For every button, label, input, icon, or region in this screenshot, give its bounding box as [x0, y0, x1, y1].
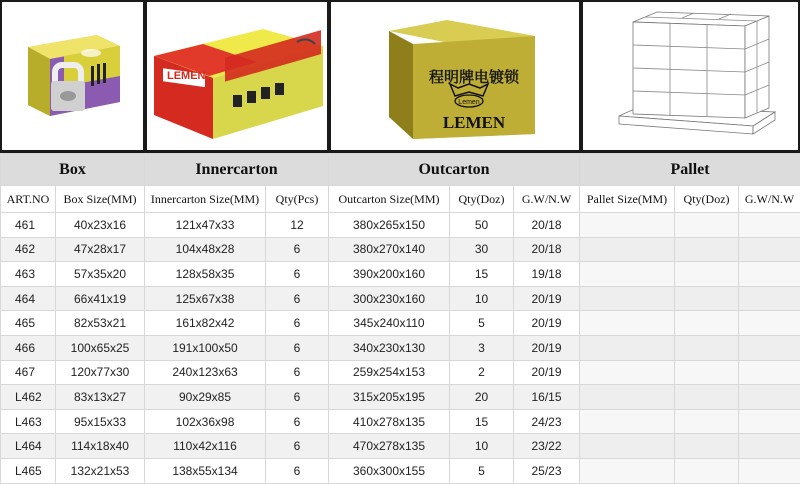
cell-art-no: 464 — [1, 286, 56, 311]
cell-pallet-gw — [739, 458, 800, 483]
cell-art-no: 461 — [1, 213, 56, 238]
col-out-qty: Qty(Doz) — [450, 186, 514, 213]
packaging-spec-table — [0, 153, 800, 484]
cell-pallet-qty — [675, 213, 739, 238]
outcarton-image — [331, 2, 579, 150]
cell-pallet-gw — [739, 434, 800, 459]
cell-inner-qty: 12 — [266, 213, 329, 238]
cell-out-size: 390x200x160 — [329, 262, 450, 287]
innercarton-image — [147, 2, 327, 150]
cell-pallet-size — [580, 360, 675, 385]
cell-art-no: 462 — [1, 237, 56, 262]
group-innercarton: Innercarton — [145, 154, 329, 186]
pallet-image — [583, 2, 798, 150]
cell-out-qty: 15 — [450, 409, 514, 434]
cell-out-gw: 24/23 — [514, 409, 580, 434]
cell-pallet-qty — [675, 434, 739, 459]
cell-out-size: 360x300x155 — [329, 458, 450, 483]
outcarton-badge-text: Lemen — [458, 99, 480, 106]
table-row — [1, 262, 800, 287]
cell-pallet-gw — [739, 262, 800, 287]
cell-pallet-qty — [675, 385, 739, 410]
cell-inner-size: 161x82x42 — [145, 311, 266, 336]
col-art-no: ART.NO — [1, 186, 56, 213]
col-pallet-gw: G.W/N.W — [739, 186, 800, 213]
innercarton-image-cell — [147, 2, 327, 150]
box-image — [2, 2, 143, 150]
cell-out-size: 410x278x135 — [329, 409, 450, 434]
cell-out-gw: 20/19 — [514, 360, 580, 385]
group-header-row — [1, 154, 800, 186]
column-header-row — [1, 186, 800, 213]
cell-inner-size: 90x29x85 — [145, 385, 266, 410]
cell-out-qty: 20 — [450, 385, 514, 410]
group-outcarton: Outcarton — [329, 154, 580, 186]
cell-pallet-size — [580, 335, 675, 360]
col-box-size: Box Size(MM) — [56, 186, 145, 213]
cell-out-gw: 20/19 — [514, 286, 580, 311]
cell-pallet-gw — [739, 311, 800, 336]
group-box: Box — [1, 154, 145, 186]
outcarton-image-cell — [331, 2, 579, 150]
table-row — [1, 409, 800, 434]
cell-art-no: 465 — [1, 311, 56, 336]
cell-pallet-qty — [675, 237, 739, 262]
table-row — [1, 360, 800, 385]
cell-pallet-qty — [675, 262, 739, 287]
cell-out-size: 259x254x153 — [329, 360, 450, 385]
outcarton-chinese-label: 程明牌电镀锁 — [429, 68, 520, 86]
cell-pallet-size — [580, 409, 675, 434]
cell-art-no: L463 — [1, 409, 56, 434]
cell-out-size: 300x230x160 — [329, 286, 450, 311]
table-row — [1, 434, 800, 459]
cell-pallet-size — [580, 262, 675, 287]
cell-out-size: 380x270x140 — [329, 237, 450, 262]
cell-inner-qty: 6 — [266, 262, 329, 287]
cell-art-no: 467 — [1, 360, 56, 385]
table-row — [1, 311, 800, 336]
table-row — [1, 385, 800, 410]
cell-out-size: 340x230x130 — [329, 335, 450, 360]
cell-inner-qty: 6 — [266, 311, 329, 336]
cell-inner-size: 102x36x98 — [145, 409, 266, 434]
cell-box-size: 95x15x33 — [56, 409, 145, 434]
cell-pallet-size — [580, 434, 675, 459]
cell-out-gw: 25/23 — [514, 458, 580, 483]
cell-pallet-size — [580, 311, 675, 336]
cell-out-qty: 10 — [450, 286, 514, 311]
cell-box-size: 100x65x25 — [56, 335, 145, 360]
cell-out-gw: 20/19 — [514, 311, 580, 336]
cell-out-gw: 23/22 — [514, 434, 580, 459]
cell-pallet-gw — [739, 335, 800, 360]
box-image-cell — [2, 2, 143, 150]
cell-out-qty: 5 — [450, 458, 514, 483]
cell-inner-qty: 6 — [266, 409, 329, 434]
table-row — [1, 213, 800, 238]
cell-box-size: 120x77x30 — [56, 360, 145, 385]
cell-pallet-size — [580, 213, 675, 238]
cell-pallet-gw — [739, 385, 800, 410]
cell-out-gw: 20/18 — [514, 237, 580, 262]
cell-out-gw: 16/15 — [514, 385, 580, 410]
cell-art-no: L464 — [1, 434, 56, 459]
group-pallet: Pallet — [580, 154, 800, 186]
cell-out-gw: 19/18 — [514, 262, 580, 287]
product-image-strip — [0, 0, 800, 153]
cell-out-size: 315x205x195 — [329, 385, 450, 410]
col-out-size: Outcarton Size(MM) — [329, 186, 450, 213]
cell-out-gw: 20/18 — [514, 213, 580, 238]
cell-art-no: 466 — [1, 335, 56, 360]
cell-pallet-gw — [739, 237, 800, 262]
cell-box-size: 114x18x40 — [56, 434, 145, 459]
cell-pallet-gw — [739, 360, 800, 385]
cell-box-size: 82x53x21 — [56, 311, 145, 336]
cell-inner-qty: 6 — [266, 360, 329, 385]
cell-inner-size: 191x100x50 — [145, 335, 266, 360]
table-row — [1, 335, 800, 360]
cell-out-size: 380x265x150 — [329, 213, 450, 238]
cell-out-size: 470x278x135 — [329, 434, 450, 459]
cell-out-qty: 3 — [450, 335, 514, 360]
cell-out-qty: 5 — [450, 311, 514, 336]
pallet-image-cell — [583, 2, 798, 150]
outcarton-brand-text: LEMEN — [443, 113, 506, 132]
col-pallet-size: Pallet Size(MM) — [580, 186, 675, 213]
cell-box-size: 40x23x16 — [56, 213, 145, 238]
col-out-gw: G.W/N.W — [514, 186, 580, 213]
cell-art-no: L465 — [1, 458, 56, 483]
cell-inner-size: 128x58x35 — [145, 262, 266, 287]
cell-inner-qty: 6 — [266, 458, 329, 483]
cell-out-qty: 50 — [450, 213, 514, 238]
cell-pallet-size — [580, 286, 675, 311]
col-inner-qty: Qty(Pcs) — [266, 186, 329, 213]
cell-pallet-size — [580, 237, 675, 262]
cell-inner-size: 104x48x28 — [145, 237, 266, 262]
cell-pallet-gw — [739, 286, 800, 311]
cell-box-size: 47x28x17 — [56, 237, 145, 262]
cell-out-qty: 30 — [450, 237, 514, 262]
cell-inner-qty: 6 — [266, 286, 329, 311]
cell-inner-size: 240x123x63 — [145, 360, 266, 385]
cell-out-qty: 10 — [450, 434, 514, 459]
cell-pallet-gw — [739, 409, 800, 434]
cell-out-qty: 2 — [450, 360, 514, 385]
cell-art-no: L462 — [1, 385, 56, 410]
cell-box-size: 83x13x27 — [56, 385, 145, 410]
cell-inner-size: 138x55x134 — [145, 458, 266, 483]
cell-pallet-size — [580, 385, 675, 410]
cell-pallet-qty — [675, 335, 739, 360]
table-row — [1, 458, 800, 483]
cell-inner-size: 110x42x116 — [145, 434, 266, 459]
innercarton-brand-text: LEMEN — [167, 70, 206, 82]
cell-pallet-qty — [675, 286, 739, 311]
cell-out-gw: 20/19 — [514, 335, 580, 360]
col-pallet-qty: Qty(Doz) — [675, 186, 739, 213]
cell-out-size: 345x240x110 — [329, 311, 450, 336]
table-row — [1, 286, 800, 311]
cell-out-qty: 15 — [450, 262, 514, 287]
cell-inner-qty: 6 — [266, 385, 329, 410]
cell-box-size: 132x21x53 — [56, 458, 145, 483]
cell-pallet-qty — [675, 458, 739, 483]
cell-art-no: 463 — [1, 262, 56, 287]
cell-pallet-qty — [675, 311, 739, 336]
cell-pallet-gw — [739, 213, 800, 238]
cell-inner-qty: 6 — [266, 335, 329, 360]
cell-box-size: 57x35x20 — [56, 262, 145, 287]
cell-pallet-size — [580, 458, 675, 483]
cell-inner-qty: 6 — [266, 237, 329, 262]
cell-inner-size: 125x67x38 — [145, 286, 266, 311]
cell-pallet-qty — [675, 409, 739, 434]
cell-inner-size: 121x47x33 — [145, 213, 266, 238]
cell-box-size: 66x41x19 — [56, 286, 145, 311]
cell-inner-qty: 6 — [266, 434, 329, 459]
cell-pallet-qty — [675, 360, 739, 385]
col-inner-size: Innercarton Size(MM) — [145, 186, 266, 213]
table-row — [1, 237, 800, 262]
